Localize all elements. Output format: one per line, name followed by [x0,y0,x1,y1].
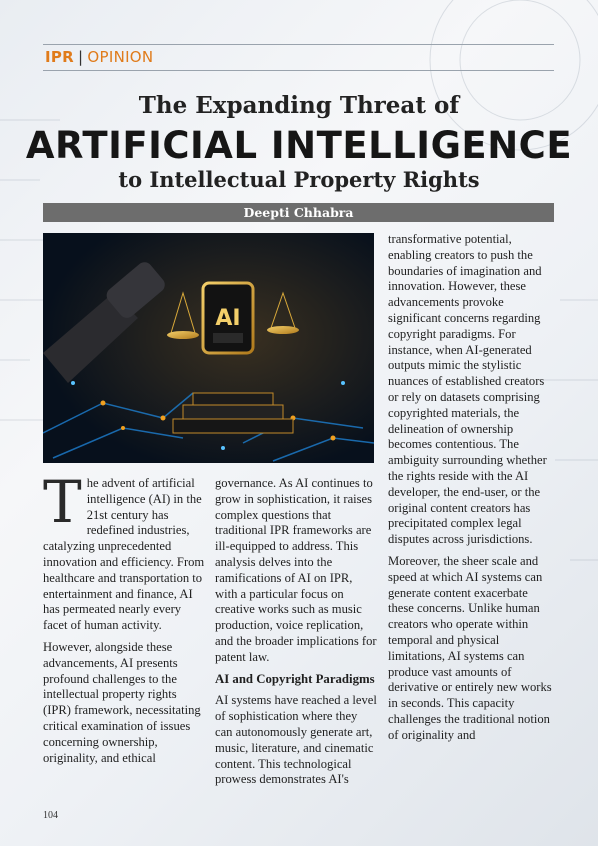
paragraph: governance. As AI continues to grow in sophistication, it raises complex questions that traditional IPR frameworks are ill-equipped to address. This analysis delves into the ramifications of AI on IPR, with a particular focus on creative works such as music production, voice replication, and the broader implications for patent law. [215,476,377,664]
section-category: OPINION [87,48,154,66]
headline-main: ARTIFICIAL INTELLIGENCE [25,124,573,167]
author-byline: Deepti Chhabra [43,203,554,222]
header-rule-top [43,44,554,45]
paragraph: AI systems have reached a level of sophistication where they can autonomously generate art, music, literature, and cinematic content. This technological prowess demonstrates AI's [215,693,377,787]
paragraph: Moreover, the sheer scale and speed at which AI systems can generate content exacerbate these concerns. Unlike human creators who operate within temporal and physical limitations, AI systems can produce vast amounts of derivative or entirely new works in seconds. This capacity challenges the traditional notion of originality and [388,553,552,742]
article-column-1 [43,468,205,772]
section-separator: | [78,48,84,66]
page-number: 104 [43,810,58,821]
article-column-2 [215,476,377,794]
section-name: IPR [45,48,75,66]
paragraph: However, alongside these advancements, AI presents profound challenges to the intellectual property rights (IPR) framework, necessitating critical examination of issues concerning ownership, originality, and ethical [43,639,201,765]
ai-chip-scales-gavel-icon [43,233,374,463]
hero-image [43,233,374,463]
intro-paragraph [43,468,205,634]
intro-text: he advent of artificial intelligence (AI) in the 21st century has redefined industries, catalyzing unprecedented innovation and efficiency. From healthcare and transportation to entertainment and finance, AI has permeated nearly every facet of human activity. [43,476,205,633]
section-subheading: AI and Copyright Paradigms [215,671,375,686]
headline-line-3: to Intellectual Property Rights [118,167,480,192]
headline-line-1: The Expanding Threat of [138,92,460,119]
section-label [45,48,153,66]
drop-cap: T [43,468,82,536]
chip-label: AI [215,306,241,331]
header-rule-bottom [43,70,554,71]
article-column-3 [388,232,556,750]
paragraph: transformative potential, enabling creators to push the boundaries of imagination and innovation. However, these advancements provoke significant concerns regarding copyright paradigms. For instance, when AI-generated outputs mimic the stylistic nuances of established creators or rely on datasets comprising copyrighted materials, the delineation of ownership becomes contentious. The ambiguity surrounding whether the rights reside with the AI developer, the end-user, or the original content creators has precipitated complex legal disputes across jurisdictions. [388,232,547,547]
